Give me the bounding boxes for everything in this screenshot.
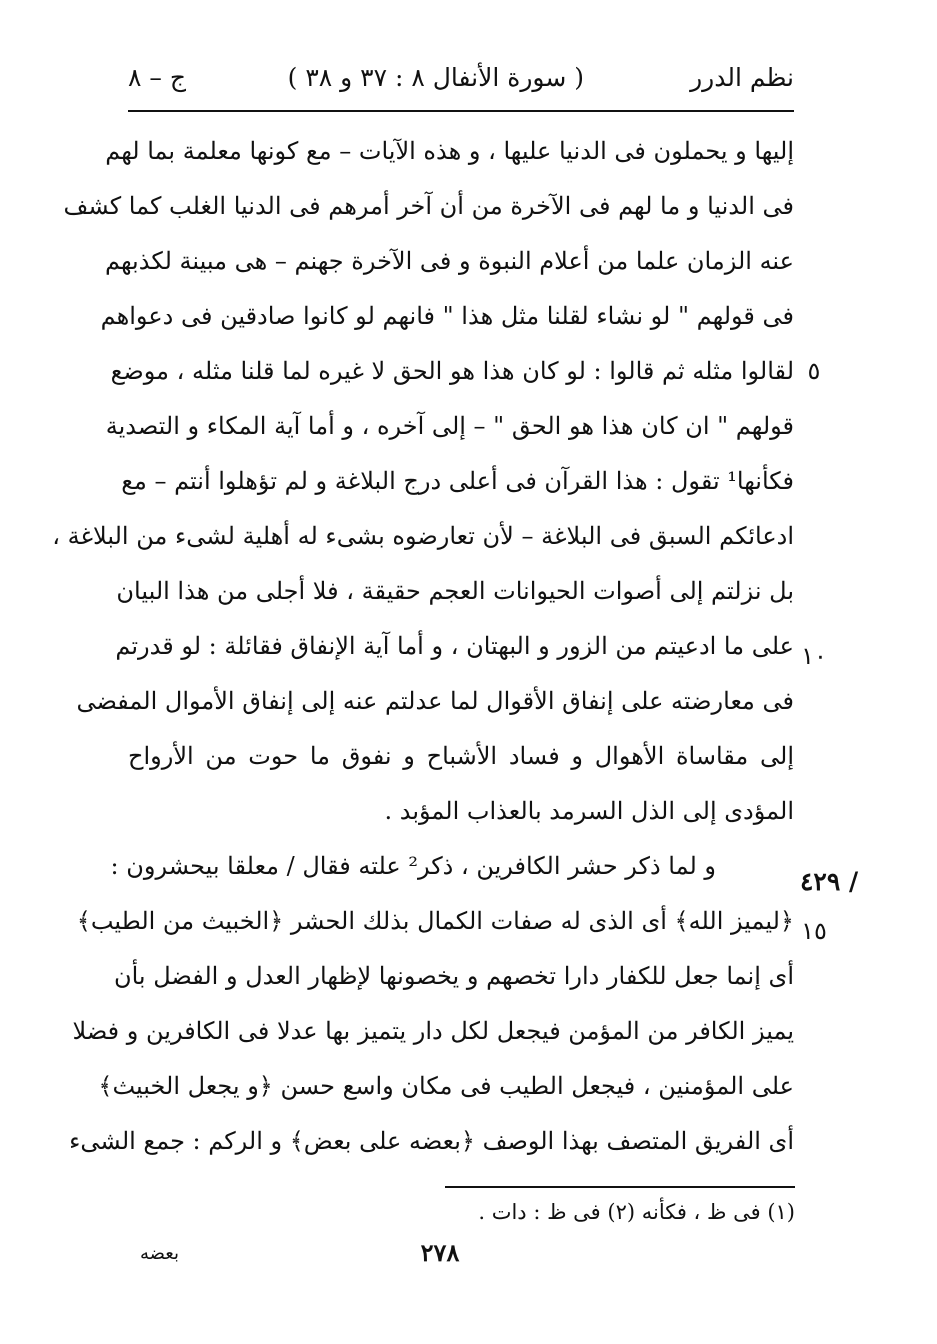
catchword: بعضه <box>140 1243 179 1264</box>
volume-number: ج – ٨ <box>128 63 186 92</box>
text-line: لقالوا مثله ثم قالوا : لو كان هذا هو الحق لا غيره لما قلنا مثله ، موضع <box>110 357 794 385</box>
text-line: فى قولهم " لو نشاء لقلنا مثل هذا " فانهم لو كانوا صادقين فى دعواهم <box>100 302 794 330</box>
text-line: و لما ذكر حشر الكافرين ، ذكر² علته فقال / معلقا بيحشرون : <box>110 852 716 880</box>
text-line: بل نزلتم إلى أصوات الحيوانات العجم حقيقة ، فلا أجلى من هذا البيان <box>116 577 794 605</box>
book-title: نظم الدرر <box>690 63 794 92</box>
text-line: على المؤمنين ، فيجعل الطيب فى مكان واسع حسن ﴿و يجعل الخبيث﴾ <box>98 1072 794 1100</box>
text-line: فى الدنيا و ما لهم فى الآخرة من أن آخر أمرهم فى الدنيا الغلب كما كشف <box>63 192 794 220</box>
footnote-rule <box>445 1186 795 1188</box>
header-rule <box>128 110 794 112</box>
text-line: أى الفريق المتصف بهذا الوصف ﴿بعضه على بعض﴾ و الركم : جمع الشىء <box>69 1127 794 1155</box>
text-line: إليها و يحملون فى الدنيا عليها ، و هذه الآيات – مع كونها معلمة بما لهم <box>105 137 794 165</box>
line-number-15: ١٥ <box>801 917 827 945</box>
text-line: قولهم " ان كان هذا هو الحق " – إلى آخره ، و أما آية المكاء و التصدية <box>105 412 794 440</box>
surah-reference: ( سورة الأنفال ٨ : ٣٧ و ٣٨ ) <box>287 63 584 92</box>
running-header <box>128 58 794 98</box>
body-text <box>52 124 794 1169</box>
text-line: فكأنها¹ تقول : هذا القرآن فى أعلى درج البلاغة و لم تؤهلوا أنتم – مع <box>121 467 794 495</box>
line-number-5: ٥ <box>807 357 821 385</box>
text-line: يميز الكافر من المؤمن فيجعل لكل دار يتميز بها عدلا فى الكافرين و فضلا <box>72 1017 794 1045</box>
margin-manuscript-reference: / ٤٢٩ <box>800 867 859 896</box>
text-line: فى معارضته على إنفاق الأقوال لما عدلتم عنه إلى إنفاق الأموال المفضى <box>76 687 794 715</box>
page-number: ٢٧٨ <box>420 1238 460 1267</box>
text-line: ﴿ليميز الله﴾ أى الذى له صفات الكمال بذلك الحشر ﴿الخبيث من الطيب﴾ <box>76 907 794 935</box>
text-line: المؤدى إلى الذل السرمد بالعذاب المؤبد . <box>384 797 794 825</box>
text-line: إلى مقاساة الأهوال و فساد الأشباح و نفوق ما حوت من الأرواح <box>128 742 794 770</box>
text-line: على ما ادعيتم من الزور و البهتان ، و أما آية الإنفاق فقائلة : لو قدرتم <box>115 632 794 660</box>
text-line: أى إنما جعل للكفار دارا تخصهم و يخصونها لإظهار العدل و الفضل بأن <box>113 962 794 990</box>
text-line: ادعائكم السبق فى البلاغة – لأن تعارضوه بشىء له أهلية لشىء من البلاغة ، <box>52 522 794 550</box>
text-line: عنه الزمان علما من أعلام النبوة و فى الآخرة جهنم – هى مبينة لكذبهم <box>105 247 794 275</box>
footnote: (١) فى ظ ، فكأنه (٢) فى ظ : دات . <box>478 1200 795 1224</box>
line-number-10: ١٠ <box>801 642 827 670</box>
